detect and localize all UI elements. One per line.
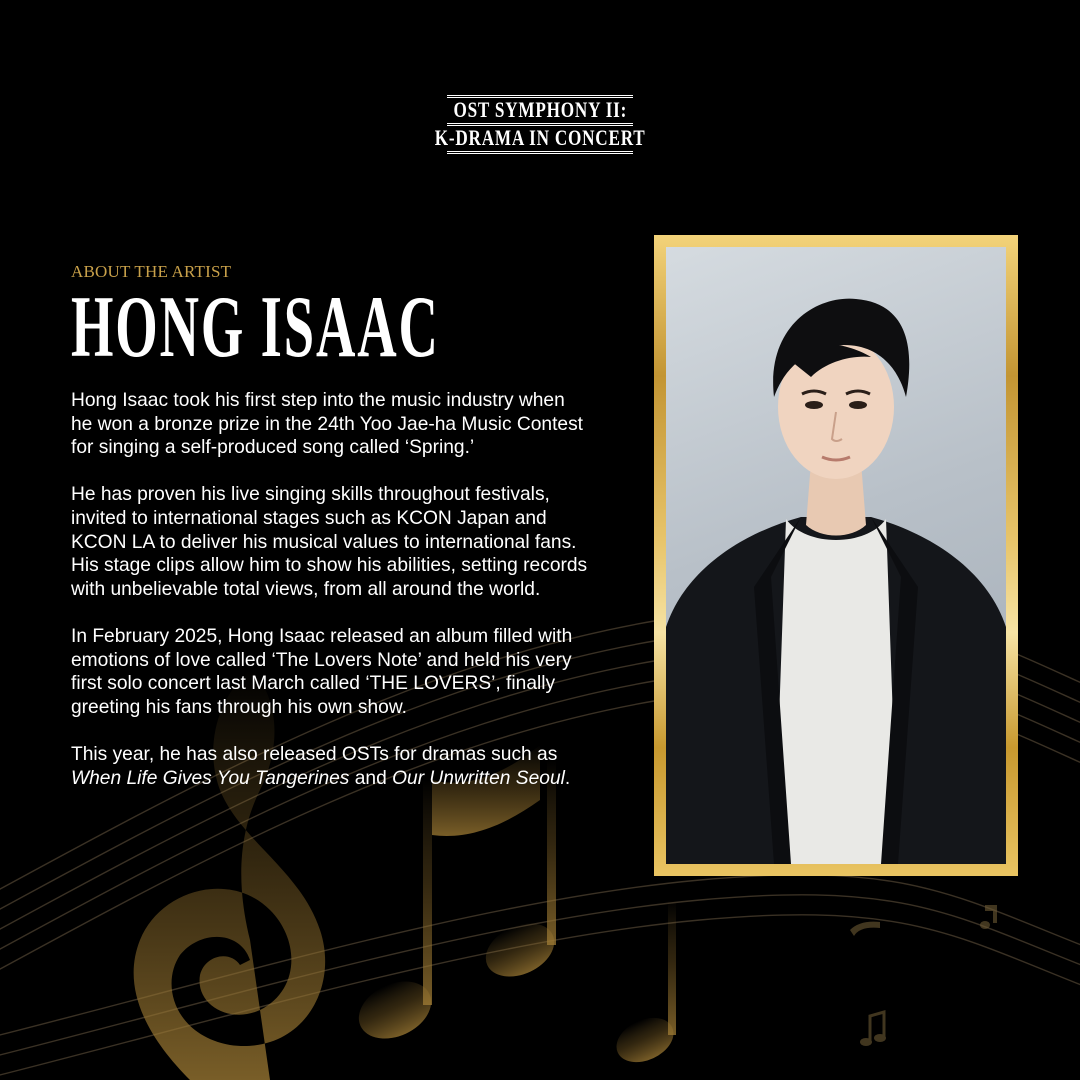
bio-paragraph-4-text: This year, he has also released OSTs for dramas such as: [71, 743, 558, 765]
bio-paragraph-4-period: .: [564, 767, 571, 789]
drama-title-tangerines: When Life Gives You Tangerines: [71, 767, 350, 789]
logo-bottom-rule: [447, 151, 633, 154]
concert-logo: [0, 94, 1080, 155]
artist-biography: [71, 389, 591, 814]
bio-paragraph-4-and: and: [354, 767, 387, 789]
bio-paragraph-2: He has proven his live singing skills throughout festivals, invited to international stages such as KCON Japan and KCON LA to deliver his musical values to international fans. His stage clips allow him to show his abilities, setting records with unbelievable total views, from all around the world.: [71, 484, 588, 600]
artist-photo-frame: [654, 235, 1018, 876]
logo-title-line2: K-DRAMA IN CONCERT: [434, 125, 646, 150]
artist-name-heading: HONG ISAAC: [71, 279, 440, 376]
bio-paragraph-1: Hong Isaac took his first step into the music industry when he won a bronze prize in the 24th Yoo Jae-ha Music Contest for singing a self-produced song called ‘Spring.’: [71, 390, 583, 459]
section-label: ABOUT THE ARTIST: [71, 262, 232, 281]
logo-title-line1: OST SYMPHONY II:: [453, 97, 627, 122]
bio-paragraph-4: [71, 743, 591, 790]
artist-photo: [666, 247, 1006, 864]
drama-title-unwritten-seoul: Our Unwritten Seoul: [392, 767, 565, 789]
bio-paragraph-3: In February 2025, Hong Isaac released an album filled with emotions of love called ‘The Lovers Note’ and held his very first solo concert last March called ‘THE LOVERS’, finally greeting his fans through his own show.: [71, 625, 573, 718]
artist-portrait-illustration: [666, 247, 1006, 864]
